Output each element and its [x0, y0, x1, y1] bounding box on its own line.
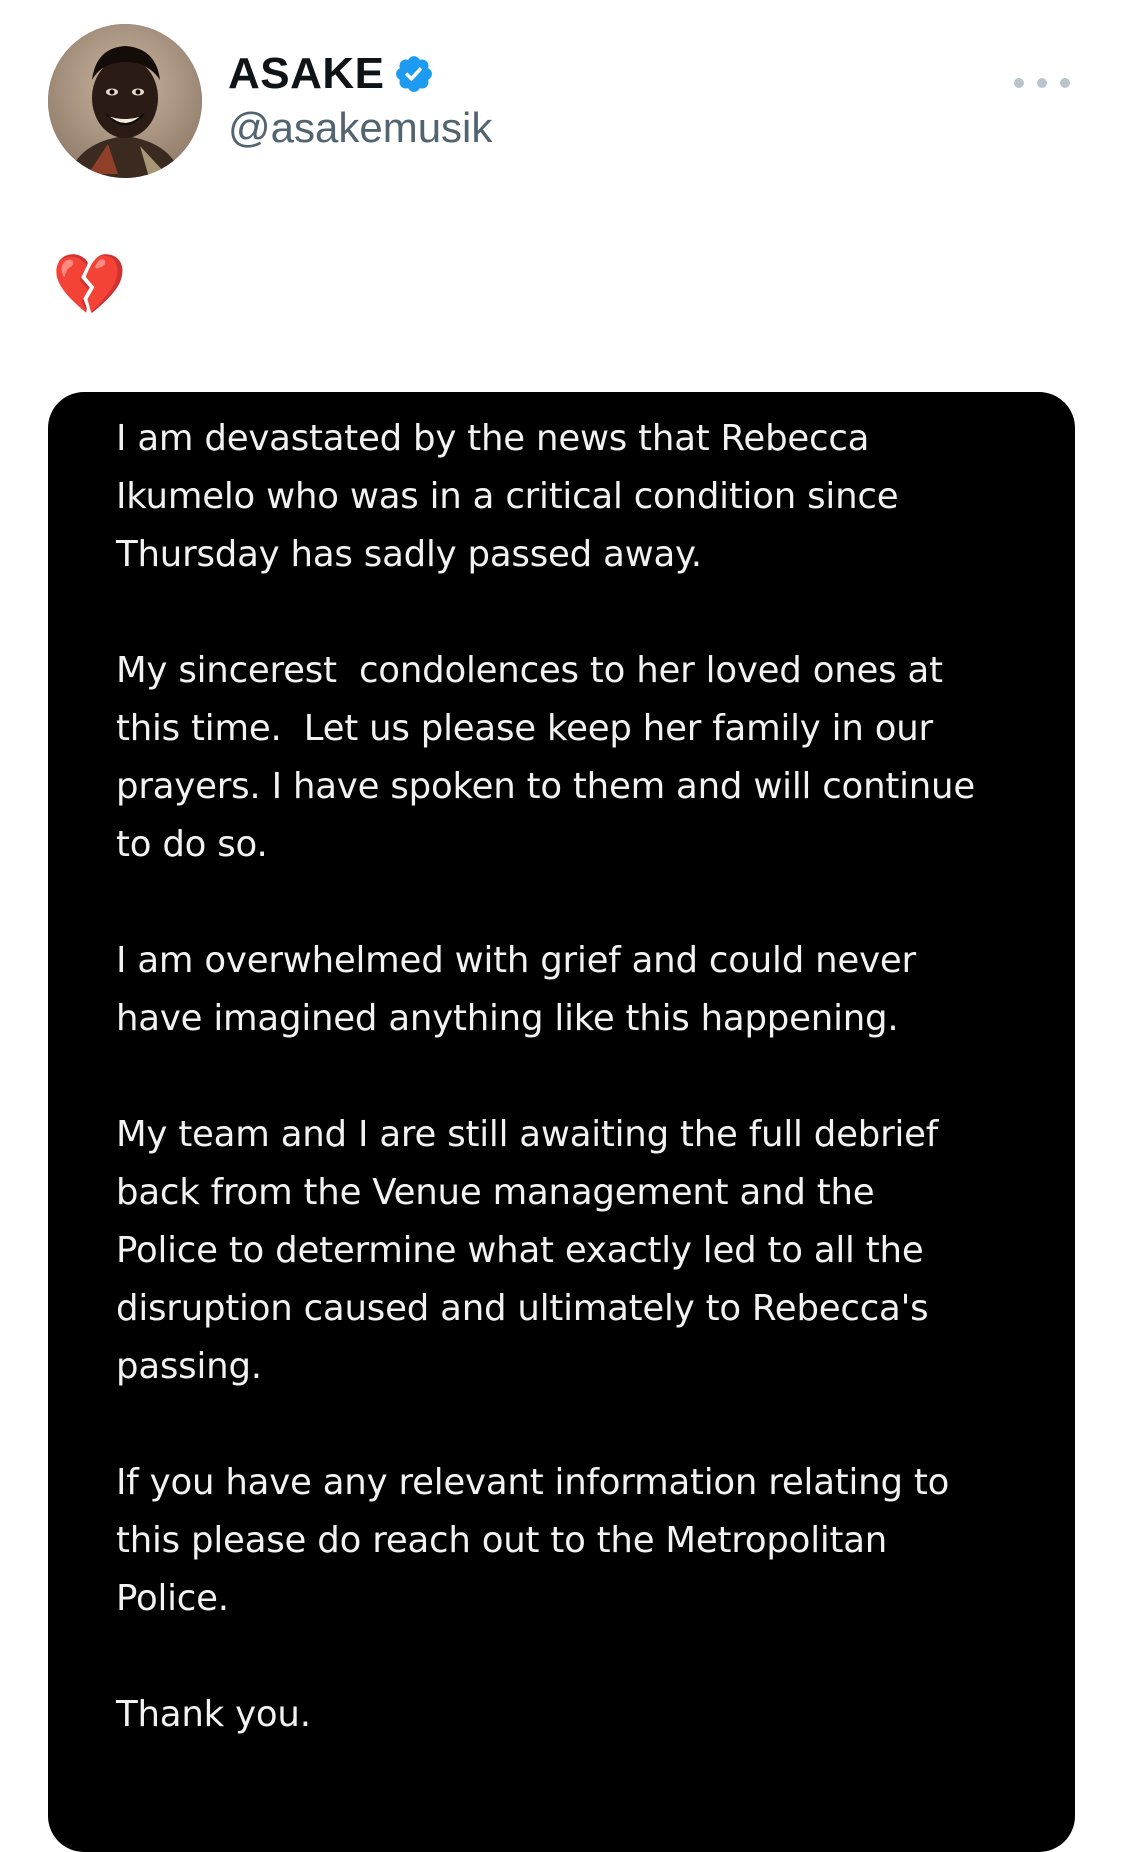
more-options-icon[interactable]	[1014, 70, 1070, 96]
statement-body	[116, 410, 1046, 1802]
statement-paragraph: My sincerest condolences to her loved ones at this time. Let us please keep her family in our prayers. I have spoken to them and will continue to do so.	[116, 650, 975, 865]
verified-badge-icon	[393, 53, 435, 95]
statement-paragraph: If you have any relevant information relating to this please do reach out to the Metropolitan Police.	[116, 1462, 950, 1619]
tweet-header	[48, 24, 1080, 180]
avatar[interactable]	[48, 24, 202, 178]
name-row	[228, 46, 435, 102]
dot	[1037, 78, 1047, 88]
display-name[interactable]: ASAKE	[228, 49, 385, 98]
dot	[1060, 78, 1070, 88]
statement-paragraph: Thank you.	[116, 1694, 311, 1735]
tweet-text: 💔	[52, 251, 127, 318]
statement-image[interactable]	[48, 392, 1075, 1852]
statement-paragraph: I am devastated by the news that Rebecca Ikumelo who was in a critical condition since Thursday has sadly passed away.	[116, 418, 899, 575]
user-handle[interactable]: @asakemusik	[228, 104, 493, 151]
dot	[1014, 78, 1024, 88]
statement-paragraph: My team and I are still awaiting the full debrief back from the Venue management and the Police to determine what exactly led to all the disruption caused and ultimately to Rebecca's passing.	[116, 1114, 939, 1387]
statement-paragraph: I am overwhelmed with grief and could never have imagined anything like this happening.	[116, 940, 916, 1039]
avatar-image	[48, 24, 202, 178]
